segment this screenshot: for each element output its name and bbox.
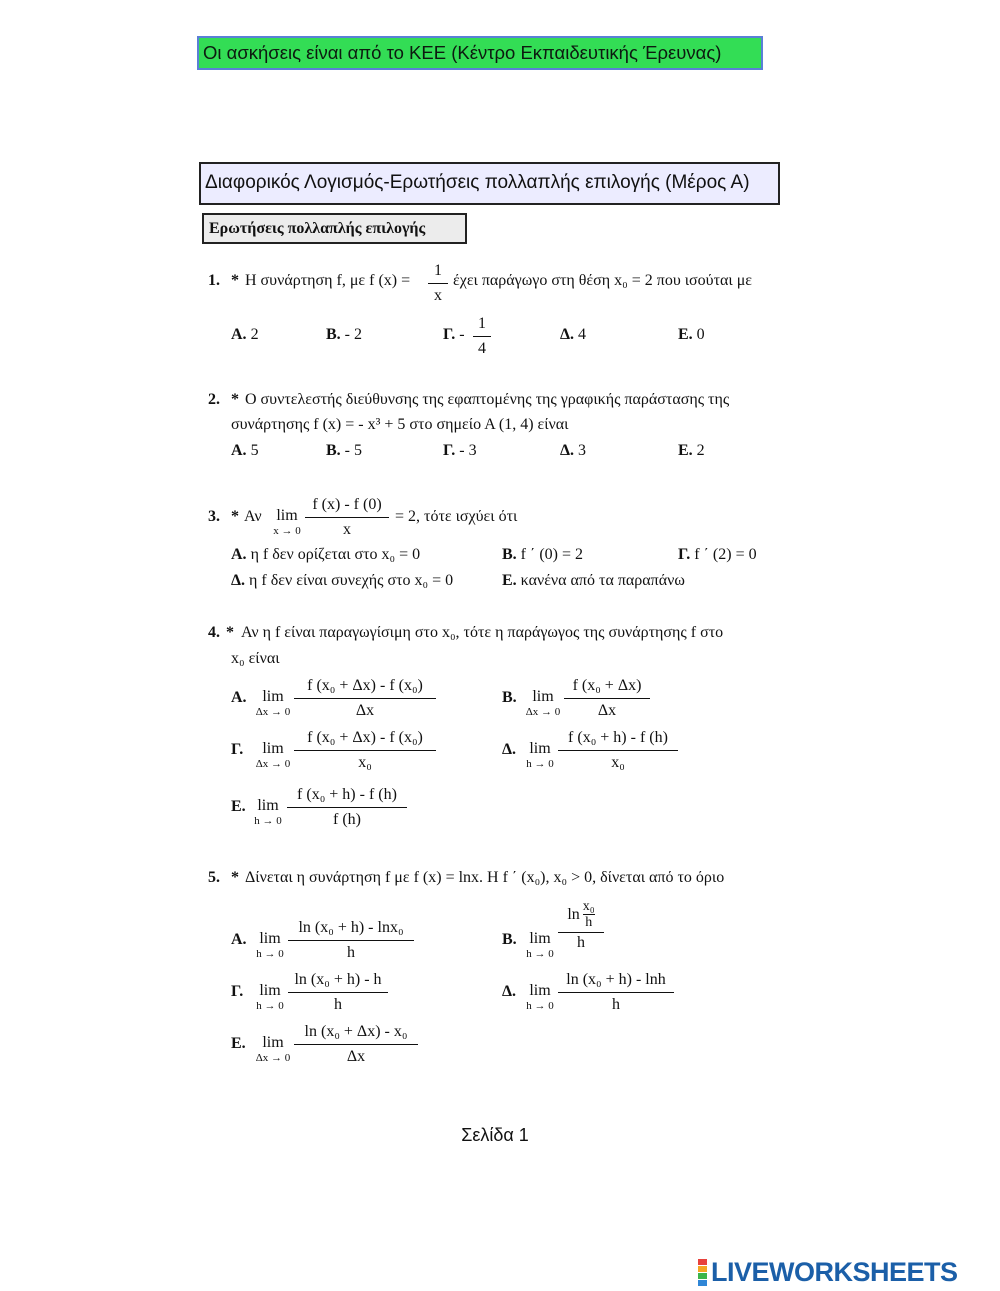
q5-b-inner-den: h xyxy=(585,915,593,930)
q4-number: 4. xyxy=(208,624,220,641)
q4-e-num: f (x₀ + h) - f (h) xyxy=(287,785,407,808)
q2-option-e[interactable]: Ε. 2 xyxy=(678,442,705,459)
q3-option-e[interactable]: Ε. κανένα από τα παραπάνω xyxy=(502,572,685,589)
q5-d-lim: lim h → 0 xyxy=(526,982,554,1012)
q5-option-d-label[interactable]: Δ. xyxy=(502,983,517,1000)
q4-b-lim: lim Δx → 0 xyxy=(525,688,561,718)
q3-option-b[interactable]: Β. f ΄ (0) = 2 xyxy=(502,546,584,563)
q4-d-lim: lim h → 0 xyxy=(526,740,554,770)
q5-c-num: ln (x₀ + h) - h xyxy=(288,970,388,993)
q5-c-lim: lim h → 0 xyxy=(256,982,284,1012)
q5-option-b-label[interactable]: Β. xyxy=(502,931,517,948)
q5-number: 5. xyxy=(208,869,220,886)
q4-b-num: f (x₀ + Δx) xyxy=(564,676,650,699)
q2-option-a[interactable]: Α. 5 xyxy=(231,442,259,459)
q3-frac-den: x xyxy=(343,521,351,538)
q4-option-c-label[interactable]: Γ. xyxy=(231,741,244,758)
q5-option-a-label[interactable]: Α. xyxy=(231,931,247,948)
q5-option-b-fraction[interactable] xyxy=(558,899,604,953)
q1-option-d[interactable]: Δ. 4 xyxy=(560,326,587,343)
q5-option-e-label[interactable]: Ε. xyxy=(231,1035,246,1052)
document-title: Διαφορικός Λογισμός-Ερωτήσεις πολλαπλής επιλογής (Μέρος Α) xyxy=(199,162,780,205)
q2-option-b[interactable]: Β. - 5 xyxy=(326,442,362,459)
q5-b-inner-num: x₀ xyxy=(582,899,595,914)
liveworksheets-logo[interactable] xyxy=(698,1257,958,1287)
q2-star: * xyxy=(231,391,239,408)
q5-option-c-fraction[interactable] xyxy=(288,970,388,1015)
q1-fraction xyxy=(428,261,448,306)
q4-option-a-label[interactable]: Α. xyxy=(231,689,247,706)
q5-c-den: h xyxy=(334,996,342,1013)
q4-a-den: Δx xyxy=(355,702,375,719)
page-number: Σελίδα 1 xyxy=(461,1125,529,1145)
q2-option-c[interactable]: Γ. - 3 xyxy=(443,442,477,459)
q3-option-c[interactable]: Γ. f ΄ (2) = 0 xyxy=(678,546,757,563)
q1-number: 1. xyxy=(208,272,220,289)
q2-line2: συνάρτησης f (x) = - x³ + 5 στο σημείο Α (1, 4) είναι xyxy=(231,416,569,433)
q5-option-d-fraction[interactable] xyxy=(558,970,674,1015)
q2-option-d[interactable]: Δ. 3 xyxy=(560,442,587,459)
q5-b-ln: ln xyxy=(567,906,580,923)
section-title: Ερωτήσεις πολλαπλής επιλογής xyxy=(202,213,467,244)
q1-option-c[interactable]: Γ. - xyxy=(443,326,465,343)
logo-blocks-icon xyxy=(698,1259,707,1286)
q4-option-e-fraction[interactable] xyxy=(287,785,407,830)
q1-option-a[interactable]: Α. 2 xyxy=(231,326,259,343)
q4-option-b-label[interactable]: Β. xyxy=(502,689,517,706)
q3-lim: lim x → 0 xyxy=(273,507,301,537)
q4-option-d-fraction[interactable] xyxy=(558,728,678,773)
q5-b-lim: lim h → 0 xyxy=(526,930,554,960)
q1-star: * xyxy=(231,272,239,289)
q5-a-lim: lim h → 0 xyxy=(256,930,284,960)
q5-b-den: h xyxy=(577,934,585,951)
q1-frac-den: x xyxy=(434,287,442,304)
q4-b-den: Δx xyxy=(597,702,617,719)
q5-e-den: Δx xyxy=(346,1048,366,1065)
q4-option-b-fraction[interactable] xyxy=(564,676,650,721)
q2-line1: Ο συντελεστής διεύθυνσης της εφαπτομένης της γραφικής παράστασης της xyxy=(245,391,730,408)
q5-star: * xyxy=(231,869,239,886)
q4-star: * xyxy=(226,624,234,641)
q3-option-d[interactable]: Δ. η f δεν είναι συνεχής στο x₀ = 0 xyxy=(231,572,454,589)
q5-option-a-fraction[interactable] xyxy=(288,918,414,963)
q1-c-den: 4 xyxy=(478,340,486,357)
q3-star: * xyxy=(231,508,239,525)
q1-text-before: Η συνάρτηση f, με f (x) = xyxy=(245,272,411,289)
q1-frac-num: 1 xyxy=(428,261,448,284)
q1-option-e[interactable]: Ε. 0 xyxy=(678,326,705,343)
q5-d-den: h xyxy=(612,996,620,1013)
q4-e-lim: lim h → 0 xyxy=(254,797,282,827)
q4-option-d-label[interactable]: Δ. xyxy=(502,741,517,758)
q5-b-inner-fraction xyxy=(583,899,595,931)
q4-line2: x₀ είναι xyxy=(231,650,280,667)
q5-e-lim: lim Δx → 0 xyxy=(255,1034,291,1064)
q4-a-lim: lim Δx → 0 xyxy=(255,688,291,718)
q5-e-num: ln (x₀ + Δx) - x₀ xyxy=(294,1022,418,1045)
q1-option-c-fraction xyxy=(473,314,491,359)
q5-option-c-label[interactable]: Γ. xyxy=(231,983,244,1000)
q4-option-c-fraction[interactable] xyxy=(294,728,436,773)
q3-suffix: = 2, τότε ισχύει ότι xyxy=(395,508,518,525)
q4-c-num: f (x₀ + Δx) - f (x₀) xyxy=(294,728,436,751)
q4-option-a-fraction[interactable] xyxy=(294,676,436,721)
q5-b-outer-num xyxy=(558,899,604,933)
q3-prefix: Αν xyxy=(244,508,262,525)
q5-d-num: ln (x₀ + h) - lnh xyxy=(558,970,674,993)
q1-text-after: έχει παράγωγο στη θέση x₀ = 2 που ισούται με xyxy=(453,272,753,289)
q4-e-den: f (h) xyxy=(333,811,361,828)
q5-a-num: ln (x₀ + h) - lnx₀ xyxy=(288,918,414,941)
q5-option-e-fraction[interactable] xyxy=(294,1022,418,1067)
q4-a-num: f (x₀ + Δx) - f (x₀) xyxy=(294,676,436,699)
q4-d-den: x₀ xyxy=(611,754,625,771)
q4-c-den: x₀ xyxy=(358,754,372,771)
q3-number: 3. xyxy=(208,508,220,525)
q4-d-num: f (x₀ + h) - f (h) xyxy=(558,728,678,751)
q5-text: Δίνεται η συνάρτηση f με f (x) = lnx. Η f ΄ (x₀), x₀ > 0, δίνεται από το όριο xyxy=(245,869,725,886)
q4-option-e-label[interactable]: Ε. xyxy=(231,798,246,815)
q4-c-lim: lim Δx → 0 xyxy=(255,740,291,770)
q3-option-a[interactable]: Α. η f δεν ορίζεται στο x₀ = 0 xyxy=(231,546,421,563)
q3-fraction xyxy=(305,495,389,540)
q1-c-num: 1 xyxy=(473,314,491,337)
q1-option-b[interactable]: Β. - 2 xyxy=(326,326,362,343)
logo-text: LIVEWORKSHEETS xyxy=(711,1256,958,1287)
q2-number: 2. xyxy=(208,391,220,408)
q3-frac-num: f (x) - f (0) xyxy=(305,495,389,518)
q5-a-den: h xyxy=(347,944,355,961)
source-banner: Οι ασκήσεις είναι από το ΚΕΕ (Κέντρο Εκπαιδευτικής Έρευνας) xyxy=(197,36,763,70)
q4-line1: Αν η f είναι παραγωγίσιμη στο x₀, τότε η παράγωγος της συνάρτησης f στο xyxy=(241,624,724,641)
